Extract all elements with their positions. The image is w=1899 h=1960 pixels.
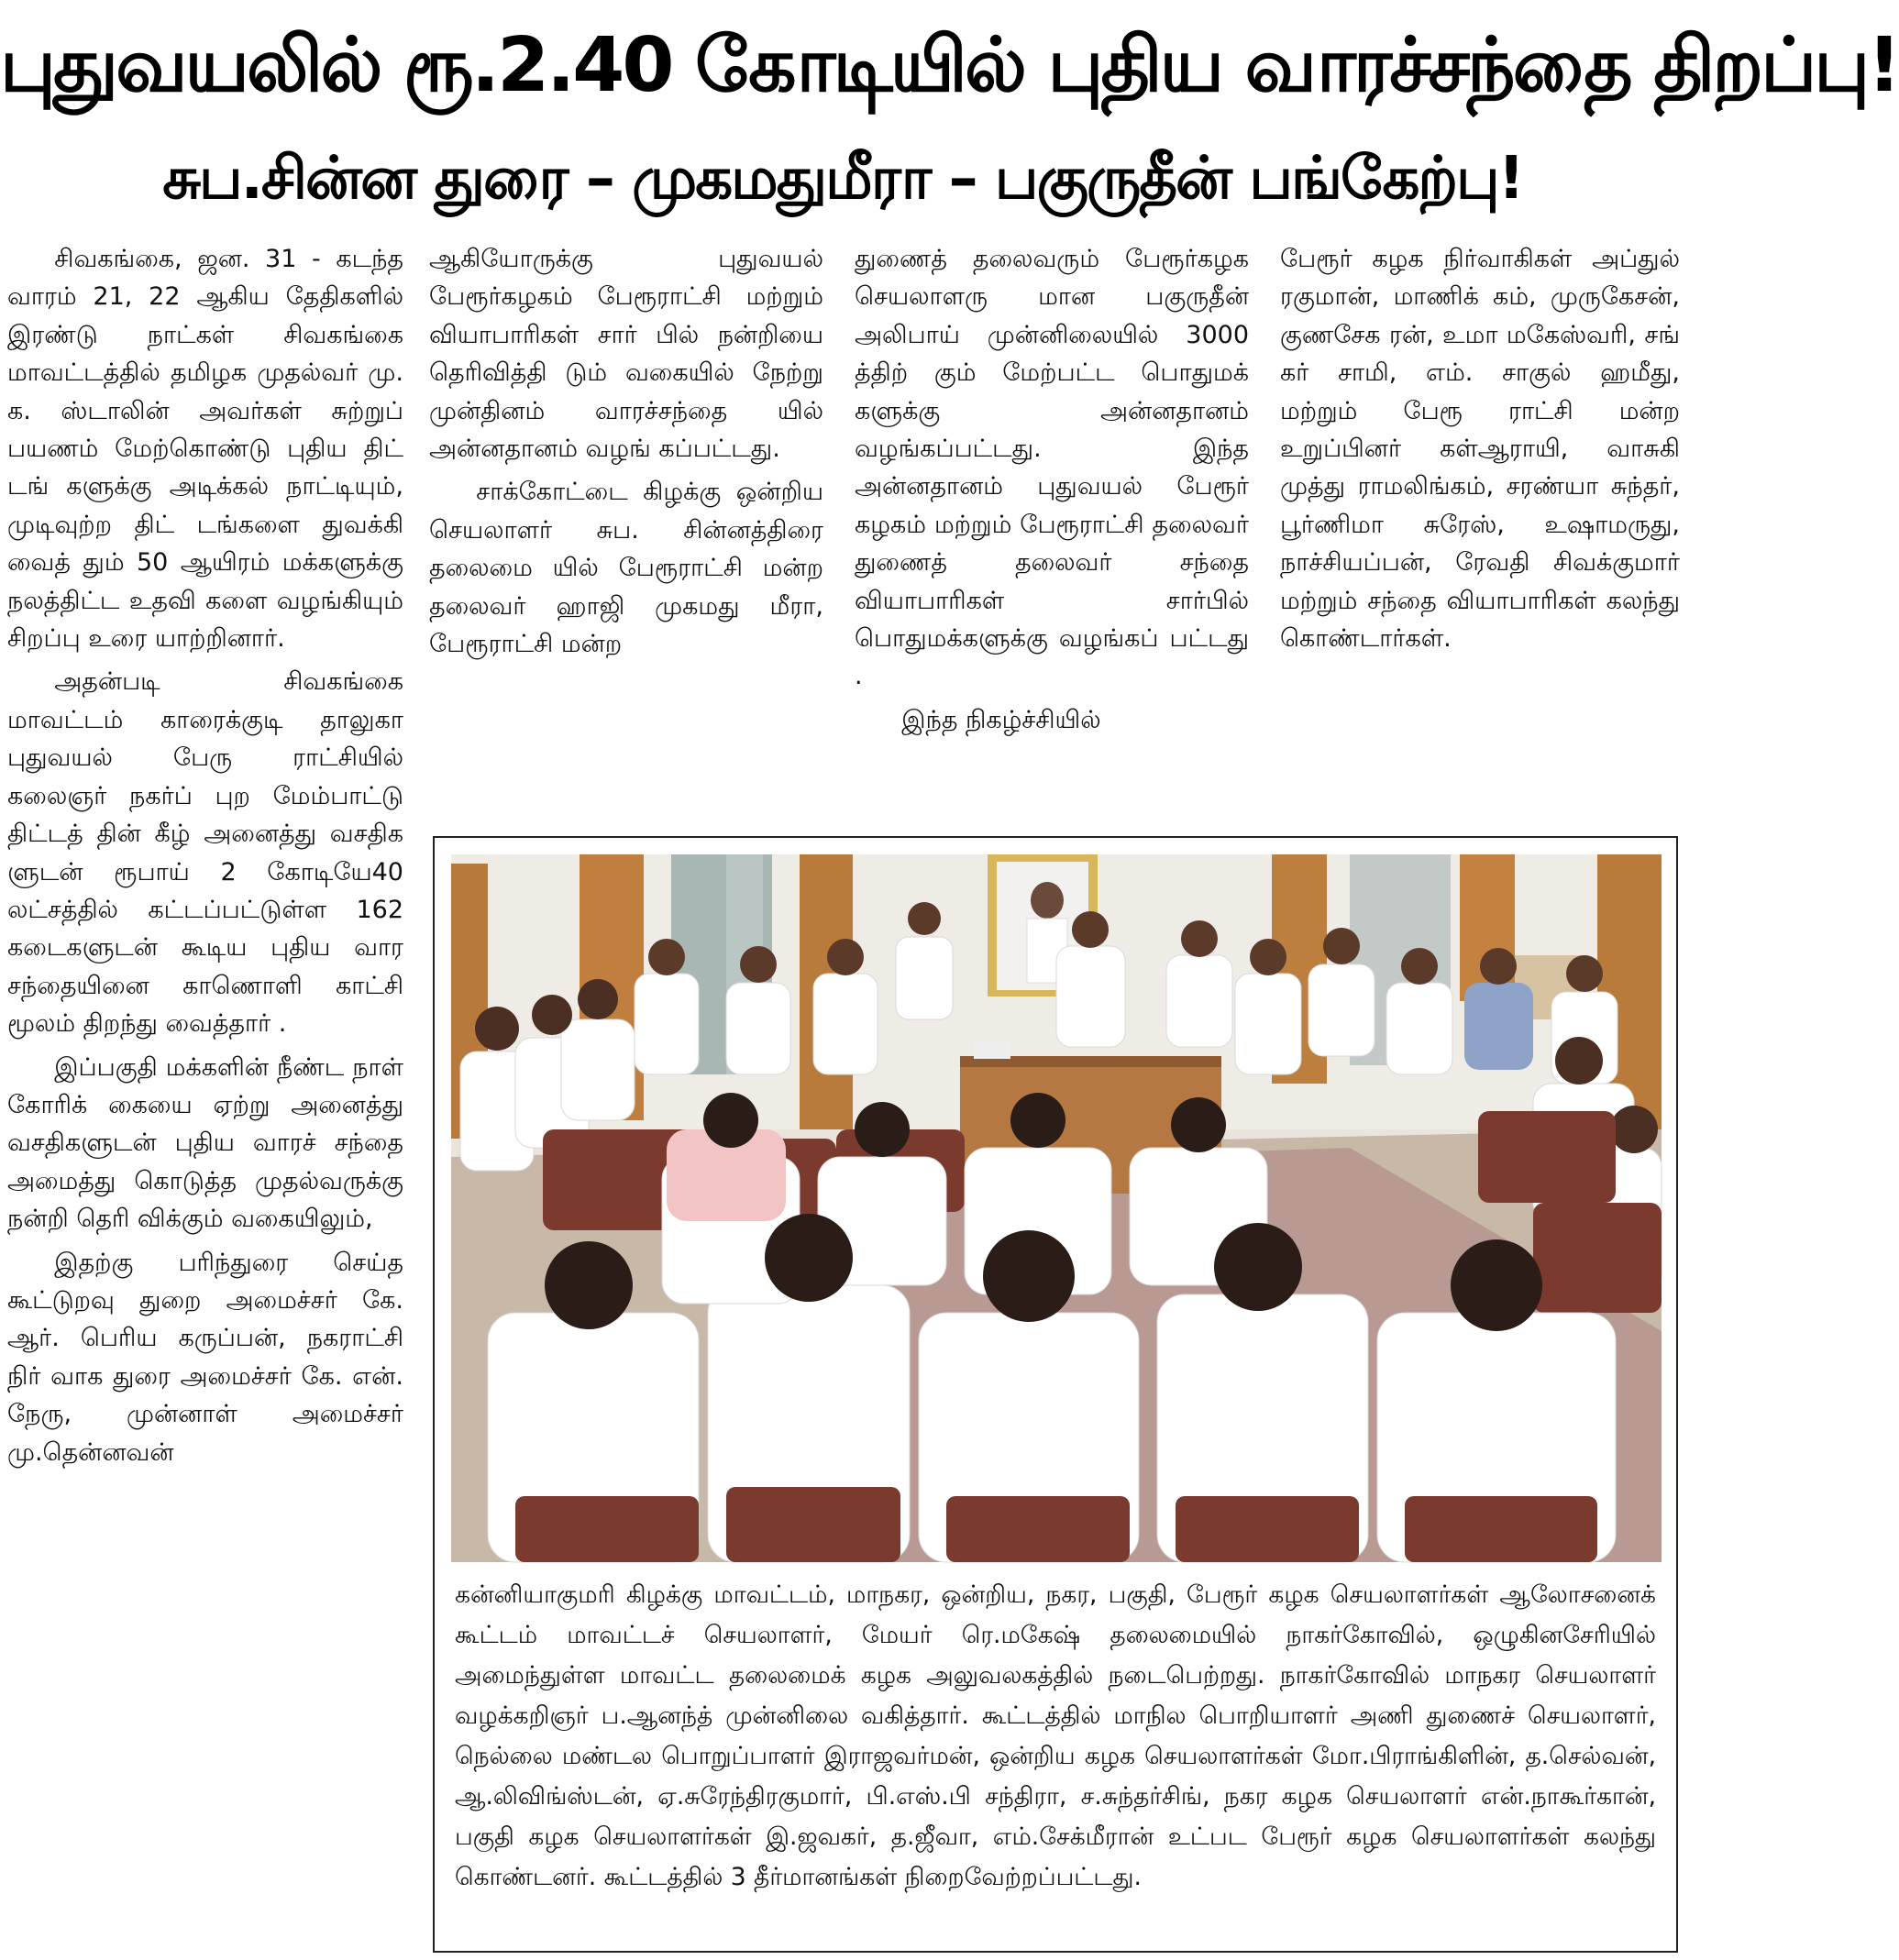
meeting-photo [451,854,1662,1562]
subheadline: சுப.சின்ன துரை – முகமதுமீரா – பகுருதீன் பங்கேற்பு! [162,145,1523,213]
article-paragraph: ஆகியோருக்கு புதுவயல் பேரூர்கழகம் பேரூராட்சி மற்றும் வியாபாரிகள் சார் பில் நன்றியை தெரிவித்தி டும் வகையில் நேற்று முன்தினம் வாரச்சந்தை யில் அன்னதானம் வழங் கப்பட்டது. [429,245,823,464]
article-column-4 [1280,240,1680,827]
photo-caption: கன்னியாகுமரி கிழக்கு மாவட்டம், மாநகர, ஒன்றிய, நகர, பகுதி, பேரூர் கழக செயலாளர்கள் ஆலோசனைக் கூட்டம் மாவட்டச் செயலாளர், மேயர் ரெ.மகேஷ் தலைமையில் நாகர்கோவில், ஒழுகினசேரியில் அமைந்துள்ள மாவட்ட தலைமைக் கழக அலுவலகத்தில் நடைபெற்றது. நாகர்கோவில் மாநகர செயலாளர் வழக்கறிஞர் ப.ஆனந்த் முன்னிலை வகித்தார். கூட்டத்தில் மாநில பொறியாளர் அணி துணைச் செயலாளர், நெல்லை மண்டல பொறுப்பாளர் இராஜவர்மன், ஒன்றிய கழக செயலாளர்கள் மோ.பிராங்கிளின், த.செல்வன், ஆ.லிவிங்ஸ்டன், ஏ.சுரேந்திரகுமார், பி.எஸ்.பி சந்திரா, ச.சுந்தர்சிங், நகர கழக செயலாளர் என்.நாகூர்கான், பகுதி கழக செயலாளர்கள் இ.ஜவகர், த.ஜீவா, எம்.சேக்மீரான் உட்பட பேரூர் கழக செயலாளர்கள் கலந்து கொண்டனர். கூட்டத்தில் 3 தீர்மானங்கள் நிறைவேற்றப்பட்டது. [455,1580,1656,1891]
article-paragraph: இப்பகுதி மக்களின் நீண்ட நாள் கோரிக் கையை ஏற்று அனைத்து வசதிகளுடன் புதிய வாரச் சந்தை அமைத்து கொடுத்த முதல்வருக்கு நன்றி தெரி விக்கும் வகையிலும், [7,1052,403,1234]
article-column-1 [7,240,403,1954]
photo-story-box [433,836,1678,1953]
article-paragraph: இந்த நிகழ்ச்சியில் [901,705,1101,734]
article-paragraph: துணைத் தலைவரும் பேரூர்கழக செயலாளரு மான பகுருதீன் அலிபாய் முன்னிலையில் 3000 த்திற் கும் மேற்பட்ட பொதுமக் களுக்கு அன்னதானம் வழங்கப்பட்டது. இந்த அன்னதானம் புதுவயல் பேரூர் கழகம் மற்றும் பேரூராட்சி தலைவர் துணைத் தலைவர் சந்தை வியாபாரிகள் சார்பில் பொதுமக்களுக்கு வழங்கப் பட்டது . [855,245,1249,691]
article-paragraph: பேரூர் கழக நிர்வாகிகள் அப்துல் ரகுமான், மாணிக் கம், முருகேசன், குணசேக ரன், உமா மகேஸ்வரி, சங் கர் சாமி, எம். சாகுல் ஹமீது, மற்றும் பேரூ ராட்சி மன்ற உறுப்பினர் கள்ஆராயி, வாசுகி முத்து ராமலிங்கம், சரண்யா சுந்தர், பூர்ணிமா சுரேஸ், உஷாமருது, நாச்சியப்பன், ரேவதி சிவக்குமார் மற்றும் சந்தை வியாபாரிகள் கலந்து கொண்டார்கள். [1280,245,1680,654]
headline: புதுவயலில் ரூ.2.40 கோடியில் புதிய வாரச்சந்தை திறப்பு! [0,22,1899,109]
article-column-3 [855,240,1249,827]
article-paragraph: சாக்கோட்டை கிழக்கு ஒன்றிய செயலாளர் சுப. சின்னத்திரை தலைமை யில் பேரூராட்சி மன்ற தலைவர் ஹாஜி முகமது மீரா, பேரூராட்சி மன்ற [429,478,823,659]
article-paragraph: அதன்படி சிவகங்கை மாவட்டம் காரைக்குடி தாலுகா புதுவயல் பேரு ராட்சியில் கலைஞர் நகர்ப் புற மேம்பாட்டு திட்டத் தின் கீழ் அனைத்து வசதிக ளுடன் ரூபாய் 2 கோடியே40 லட்சத்தில் கட்டப்பட்டுள்ள 162 கடைகளுடன் கூடிய புதிய வார சந்தையினை காணொளி காட்சி மூலம் திறந்து வைத்தார் . [7,667,403,1039]
article-column-2 [429,240,823,827]
article-paragraph: சிவகங்கை, ஜன. 31 - கடந்த வாரம் 21, 22 ஆகிய தேதிகளில் இரண்டு நாட்கள் சிவகங்கை மாவட்டத்தில் தமிழக முதல்வர் மு. க. ஸ்டாலின் அவர்கள் சுற்றுப் பயணம் மேற்கொண்டு புதிய திட் டங் களுக்கு அடிக்கல் நாட்டியும், முடிவுற்ற திட் டங்களை துவக்கி வைத் தும் 50 ஆயிரம் மக்களுக்கு நலத்திட்ட உதவி களை வழங்கியும் சிறப்பு உரை யாற்றினார். [7,245,403,654]
article-paragraph: இதற்கு பரிந்துரை செய்த கூட்டுறவு துறை அமைச்சர் கே. ஆர். பெரிய கருப்பன், நகராட்சி நிர் வாக துரை அமைச்சர் கே. என். நேரு, முன்னாள் அமைச்சர் மு.தென்னவன் [7,1248,403,1467]
